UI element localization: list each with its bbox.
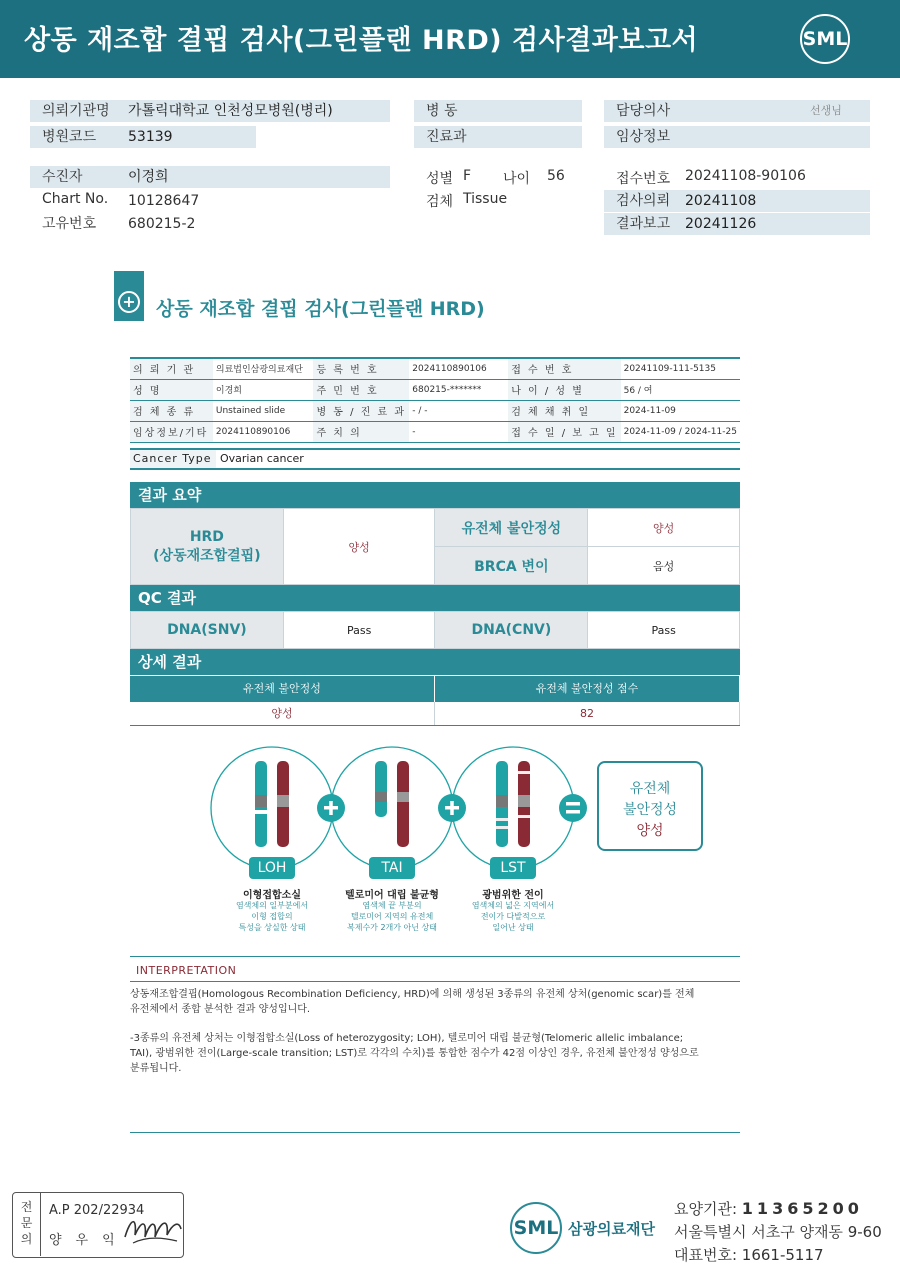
result-line-3: 양성 [636, 823, 664, 839]
specimen-value: Tissue [463, 191, 508, 207]
stamp-column [13, 1193, 41, 1256]
plus-icon-1 [317, 794, 345, 822]
patient-label: 수진자 [42, 169, 83, 185]
unique-label: 고유번호 [42, 216, 97, 232]
meta-label: 성 명 [130, 379, 213, 400]
hospital-code-value: 53139 [128, 129, 173, 145]
interp-para2-line1: -3종류의 유전체 상처는 이형접합소실(Loss of heterozygosity; LOH), 텔로미어 대립 불균형(Telomeric allelic imbalance; [130, 1033, 684, 1044]
clinical-info-label: 임상정보 [616, 129, 671, 145]
hrd-label-1: HRD [189, 528, 224, 545]
receipt-value: 20241108-90106 [685, 168, 806, 184]
footer-code-value: 11365200 [741, 1199, 863, 1218]
meta-value: 2024-11-09 / 2024-11-25 [621, 421, 740, 442]
loh-chromosome-icon [255, 761, 289, 847]
loh-title: 이형접합소실 [243, 890, 301, 901]
plus-icon: + [118, 291, 140, 313]
meta-label: 접 수 일 / 보 고 일 [508, 421, 620, 442]
meta-label: 의 뢰 기 관 [130, 358, 213, 379]
snv-value: Pass [283, 612, 435, 649]
sml-logo: SML [800, 14, 850, 64]
lst-title: 광범위한 전이 [482, 890, 544, 901]
receipt-label: 접수번호 [616, 171, 671, 187]
tai-desc-3: 복제수가 2개가 아닌 상태 [347, 923, 437, 932]
interpretation-top-rule [130, 956, 740, 957]
interp-para2-line3: 분류됩니다. [130, 1063, 182, 1074]
cancer-type-label: Cancer Type [130, 450, 216, 468]
meta-value: Unstained slide [213, 400, 314, 421]
loh-desc-2: 이형 접합의 [251, 912, 293, 921]
meta-value: 680215-******* [409, 379, 508, 400]
meta-label: 주 민 번 호 [313, 379, 409, 400]
meta-label: 접 수 번 호 [508, 358, 620, 379]
detail-val1: 양성 [130, 702, 435, 725]
meta-value: 2024-11-09 [621, 400, 740, 421]
lst-desc-2: 전이가 다발적으로 [480, 912, 546, 921]
brca-label: BRCA 변이 [435, 547, 588, 585]
sex-value: F [463, 168, 472, 184]
detail-col1-header: 유전체 불안정성 [130, 676, 435, 702]
footer-logo [510, 1202, 660, 1254]
section-title: 상동 재조합 결핍 검사(그린플랜 HRD) [156, 298, 485, 320]
loh-desc [212, 900, 332, 933]
footer-phone [674, 1244, 824, 1265]
meta-label: 임상정보/기타 [130, 421, 213, 442]
detail-col2-header: 유전체 불안정성 점수 [435, 676, 740, 702]
doctor-label: 담당의사 [616, 103, 671, 119]
department-label: 진료과 [426, 129, 467, 145]
tai-title: 텔로미어 대립 불균형 [345, 890, 439, 901]
meta-label: 등 록 번 호 [313, 358, 409, 379]
footer-phone-value: 1661-5117 [741, 1246, 824, 1264]
patient-value: 이경희 [128, 169, 169, 185]
tai-desc-2: 텔로미어 지역의 유전체 [350, 912, 434, 921]
snv-label: DNA(SNV) [131, 612, 284, 649]
hrd-label-2: (상동재조합결핍) [153, 547, 261, 564]
report-title: 상동 재조합 결핍 검사(그린플랜 HRD) 검사결과보고서 [24, 25, 699, 56]
sex-label: 성별 [426, 171, 454, 187]
institution-value: 가톨릭대학교 인천성모병원(병리) [128, 103, 333, 119]
gi-value: 양성 [588, 509, 740, 547]
stamp-col-1: 전 [20, 1200, 33, 1214]
lst-circle [452, 747, 574, 869]
doctor-suffix: 선생님 [810, 104, 842, 117]
tai-circle [331, 747, 453, 869]
loh-desc-1: 염색체의 일부분에서 [235, 901, 309, 910]
age-label: 나이 [503, 171, 531, 187]
interp-para1-line1: 상동재조합결핍(Homologous Recombination Deficiency, HRD)에 의해 생성된 3종류의 유전체 상처(genomic scar)를 전체 [130, 989, 695, 1000]
footer-sml-logo: SML [510, 1202, 562, 1254]
detail-band: 상세 결과 [130, 649, 740, 675]
loh-tag: LOH [257, 860, 287, 876]
footer-phone-label: 대표번호: [674, 1246, 738, 1264]
interpretation-bottom-rule [130, 1132, 740, 1133]
stamp-col-3: 의 [20, 1232, 33, 1246]
genomic-instability-result [597, 761, 703, 851]
loh-desc-3: 특성을 상실한 상태 [238, 923, 306, 932]
lst-desc-1: 염색체의 넓은 지역에서 [471, 901, 555, 910]
hospital-code-label: 병원코드 [42, 129, 97, 145]
result-line-2: 불안정성 [622, 802, 678, 818]
lst-desc-3: 일어난 상태 [492, 923, 534, 932]
lst-desc [453, 900, 573, 933]
meta-value: 이경희 [213, 379, 314, 400]
age-value: 56 [547, 168, 565, 184]
chart-value: 10128647 [128, 193, 200, 209]
cancer-type-value: Ovarian cancer [220, 452, 304, 465]
loh-circle [211, 747, 333, 869]
cnv-label: DNA(CNV) [435, 612, 588, 649]
qc-band: QC 결과 [130, 585, 740, 611]
signature-icon [121, 1207, 185, 1251]
tai-tag: TAI [381, 860, 403, 876]
footer-org-name: 삼광의료재단 [568, 1220, 655, 1238]
stamp-name: 양우익 [49, 1233, 129, 1248]
specimen-label: 검체 [426, 194, 454, 210]
lst-tag: LST [500, 860, 526, 876]
interpretation-para-1 [130, 987, 740, 1017]
result-line-1: 유전체 [629, 781, 671, 797]
interpretation-mid-rule [130, 981, 740, 982]
tai-desc [332, 900, 452, 933]
meta-label: 검 체 채 취 일 [508, 400, 620, 421]
meta-value: 2024110890106 [409, 358, 508, 379]
tai-chromosome-icon [375, 761, 409, 847]
interpretation-title: INTERPRETATION [136, 964, 237, 977]
brca-value: 음성 [588, 547, 740, 585]
meta-value: - / - [409, 400, 508, 421]
tai-desc-1: 염색체 끝 부분의 [362, 901, 422, 910]
meta-value: - [409, 421, 508, 442]
unique-value: 680215-2 [128, 216, 196, 232]
gi-label: 유전체 불안정성 [435, 509, 588, 547]
request-value: 20241108 [685, 193, 757, 209]
meta-value: 20241109-111-5135 [621, 358, 740, 379]
meta-label: 나 이 / 성 별 [508, 379, 620, 400]
ward-label: 병 동 [426, 103, 458, 119]
interp-para2-line2: TAI), 광범위한 전이(Large-scale transition; LST)로 각각의 수치)를 통합한 점수가 42점 이상인 경우, 유전체 불안정성 양성으로 [130, 1048, 699, 1059]
chart-label: Chart No. [42, 191, 109, 207]
cnv-value: Pass [588, 612, 740, 649]
interpretation-para-2 [130, 1031, 740, 1076]
report-label: 결과보고 [616, 216, 671, 232]
footer-code-label: 요양기관: [674, 1200, 738, 1218]
hrd-value: 양성 [283, 509, 435, 585]
footer-code [674, 1198, 863, 1219]
request-label: 검사의뢰 [616, 193, 671, 209]
interp-para1-line2: 유전체에서 종합 분석한 결과 양성입니다. [130, 1004, 311, 1015]
summary-band: 결과 요약 [130, 482, 740, 508]
plus-icon-2 [438, 794, 466, 822]
institution-label: 의뢰기관명 [42, 103, 110, 119]
detail-val2: 82 [435, 702, 740, 725]
footer-address: 서울특별시 서초구 양재동 9-60 [674, 1223, 882, 1241]
stamp-col-2: 문 [20, 1216, 33, 1230]
meta-value: 56 / 여 [621, 379, 740, 400]
report-value: 20241126 [685, 216, 757, 232]
meta-label: 주 치 의 [313, 421, 409, 442]
equals-icon [559, 794, 587, 822]
meta-label: 병 동 / 진 료 과 [313, 400, 409, 421]
meta-value: 2024110890106 [213, 421, 314, 442]
lst-chromosome-icon [496, 761, 530, 847]
meta-value: 의료법인삼광의료재단 [213, 358, 314, 379]
meta-label: 검 체 종 류 [130, 400, 213, 421]
pathologist-stamp [12, 1192, 184, 1258]
stamp-license: A.P 202/22934 [49, 1203, 145, 1218]
